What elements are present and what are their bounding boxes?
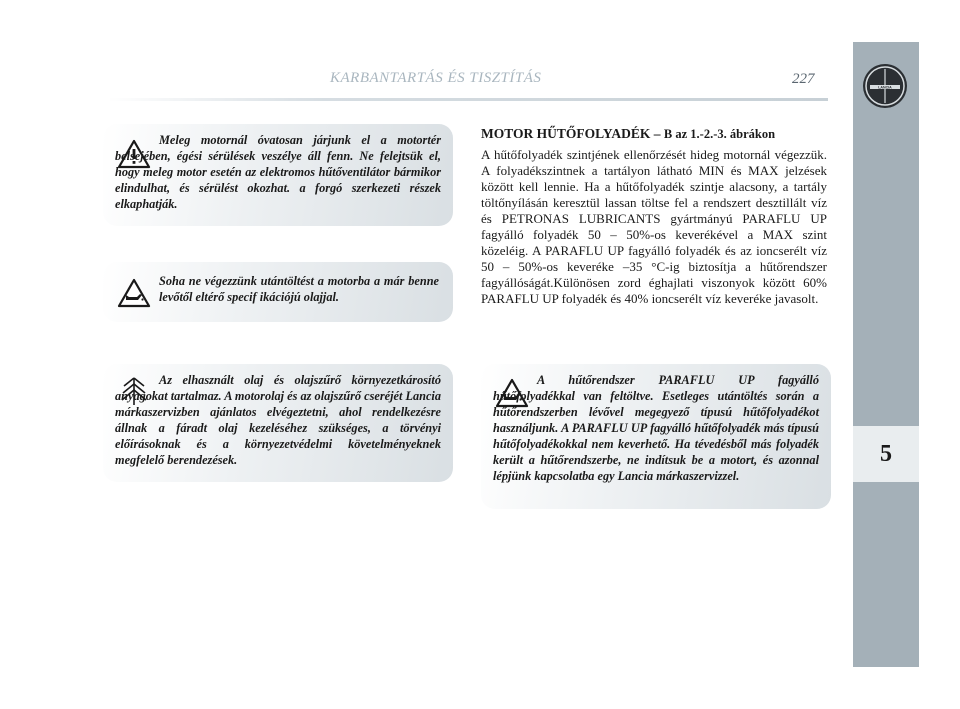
section-body-text: A hűtőfolyadék szintjének ellenőrzését hideg motornál végezzük. A folyadékszintnek a tartályon látható MIN és MAX jelzések között kell lennie. Ha a hűtőfolyadék szintje alacsony, a tartály töltőnyílásán keresztül lassan töltse fel a rendszert desztillált víz és PETRONAS LUBRICANTS gyártmányú PARAFLU UP fagyálló folyadék 50 – 50%-os keverékével a MAX szint közeléig. A PARAFLU UP fagyálló folyadék és az ioncserélt víz 50 – 50%-os keveréke –35 °C-ig biztosítja a hűtőrendszer fagyállóságát.Különösen zord éghajlati viszonyok között 60% PARAFLU UP folyadék és 40% ioncserélt víz keveréke javasolt. [481, 147, 827, 306]
warning-text-coolant: A hűtőrendszer PARAFLU UP fagyálló hűtőfolyadékkal van feltöltve. Esetleges utántöltés során a hűtőrendszerben lévővel megegyező típusú hűtőfolyadékot használjunk. A PARAFLU UP fagyálló hűtőfolyadék más típusú hűtőfolyadékokkal nem keverhető. Ha tévedésből más folyadék került a hűtőrendszerbe, ne indítsuk be a motort, és azonnal lépjünk kapcsolatba egy Lancia márkaszervizzel. [493, 373, 819, 483]
chapter-tab-active[interactable] [853, 426, 919, 482]
warning-note-coolant [481, 364, 831, 509]
header-title: KARBANTARTÁS ÉS TISZTÍTÁS [330, 70, 542, 86]
warning-text-hot-engine: Meleg motornál óvatosan járjunk el a motortér belsejében, égési sérülések veszélye áll fenn. Ne felejtsük el, hogy meleg motor esetén az elektromos hűtőventilátor bármikor elindulhat, és sérülést okozhat. a forgó szerkezeti részek elkaphatják. [115, 133, 441, 211]
section-figure-ref: B az 1.-2.-3. ábrákon [663, 127, 776, 141]
lancia-logo-text: LANCIA [878, 85, 892, 90]
side-tab [853, 42, 919, 667]
warning-note-hot-engine [103, 124, 453, 226]
section-title-main: MOTOR HŰTŐFOLYADÉK – [481, 126, 661, 141]
header-rule [108, 98, 828, 101]
oil-warning-triangle-icon [117, 278, 151, 308]
environment-note-oil [103, 364, 453, 482]
chapter-number: 5 [880, 441, 892, 467]
page-number: 227 [792, 71, 815, 87]
warning-text-oil-type: Soha ne végezzünk utántöltést a motorba a már benne levőtől eltérő specif ikációjú olajjal. [159, 274, 439, 304]
environment-text-oil: Az elhasznált olaj és olajszűrő környezetkárosító anyagokat tartalmaz. A motorolaj és az olajszűrő cseréjét Lancia márkaszervizben ajánlatos elvégeztetni, ahol rendelkezésre állnak a fáradt olaj kezeléséhez szükséges, a törvényi előírásoknak és a környezetvédelmi követelményeknek megfelelő berendezések. [115, 373, 441, 467]
lancia-logo-icon [862, 63, 908, 109]
section-title [481, 126, 775, 142]
warning-note-oil-type [103, 262, 453, 322]
